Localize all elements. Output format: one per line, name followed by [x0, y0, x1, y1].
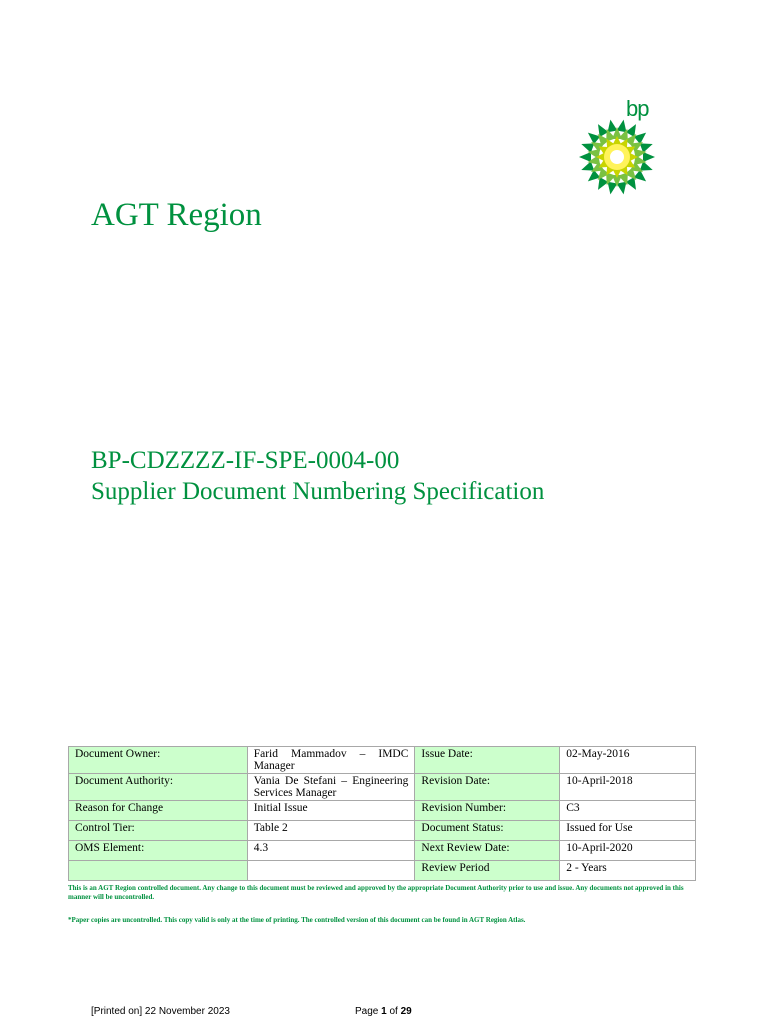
region-title: AGT Region: [91, 197, 262, 233]
table-row: [69, 774, 696, 801]
bp-logo: [578, 98, 662, 198]
page-number: [355, 1006, 412, 1017]
empty-label-cell: [69, 861, 248, 881]
logo-petal: [643, 152, 655, 162]
control-tier-value: Table 2: [247, 821, 415, 841]
table-row: [69, 821, 696, 841]
bp-logo-text: bp: [626, 96, 649, 121]
logo-petal: [634, 133, 646, 145]
revision-date-value: 10-April-2018: [560, 774, 696, 801]
revision-date-label: Revision Date:: [415, 774, 560, 801]
document-control-table: [68, 746, 696, 881]
empty-value-cell: [247, 861, 415, 881]
document-owner-value: Farid Mammadov – IMDC Manager: [247, 747, 415, 774]
review-period-label: Review Period: [415, 861, 560, 881]
issue-date-value: 02-May-2016: [560, 747, 696, 774]
page-current: 1: [381, 1006, 387, 1017]
table-row: [69, 841, 696, 861]
logo-petal: [634, 170, 646, 182]
oms-element-value: 4.3: [247, 841, 415, 861]
printed-on-date: [Printed on] 22 November 2023: [91, 1006, 230, 1017]
document-authority-value: Vania De Stefani – Engineering Services Manager: [247, 774, 415, 801]
controlled-document-notice: This is an AGT Region controlled document. Any change to this document must be reviewed and approved by the appropriate Document Authority prior to use and issue. Any documents not approved in this manner will be uncontrolled.: [68, 884, 684, 901]
document-status-label: Document Status:: [415, 821, 560, 841]
next-review-date-label: Next Review Date:: [415, 841, 560, 861]
document-title: Supplier Document Numbering Specification: [91, 478, 545, 505]
page-word: Page: [355, 1006, 379, 1017]
reason-for-change-value: Initial Issue: [247, 801, 415, 821]
logo-petal: [579, 152, 591, 162]
helios-sunflower-icon: [578, 118, 656, 196]
document-owner-label: Document Owner:: [69, 747, 248, 774]
table-row: [69, 801, 696, 821]
table-row: [69, 747, 696, 774]
table-row: [69, 861, 696, 881]
issue-date-label: Issue Date:: [415, 747, 560, 774]
logo-petal: [588, 170, 600, 182]
revision-number-label: Revision Number:: [415, 801, 560, 821]
revision-number-value: C3: [560, 801, 696, 821]
oms-element-label: OMS Element:: [69, 841, 248, 861]
next-review-date-value: 10-April-2020: [560, 841, 696, 861]
document-code: BP-CDZZZZ-IF-SPE-0004-00: [91, 447, 400, 474]
logo-petal: [588, 133, 600, 145]
reason-for-change-label: Reason for Change: [69, 801, 248, 821]
control-tier-label: Control Tier:: [69, 821, 248, 841]
paper-copies-notice: *Paper copies are uncontrolled. This copy valid is only at the time of printing. The controlled version of this document can be found in AGT Region Atlas.: [68, 916, 526, 924]
page-total: 29: [400, 1006, 412, 1017]
review-period-value: 2 - Years: [560, 861, 696, 881]
page-of: of: [389, 1006, 398, 1017]
document-authority-label: Document Authority:: [69, 774, 248, 801]
document-status-value: Issued for Use: [560, 821, 696, 841]
